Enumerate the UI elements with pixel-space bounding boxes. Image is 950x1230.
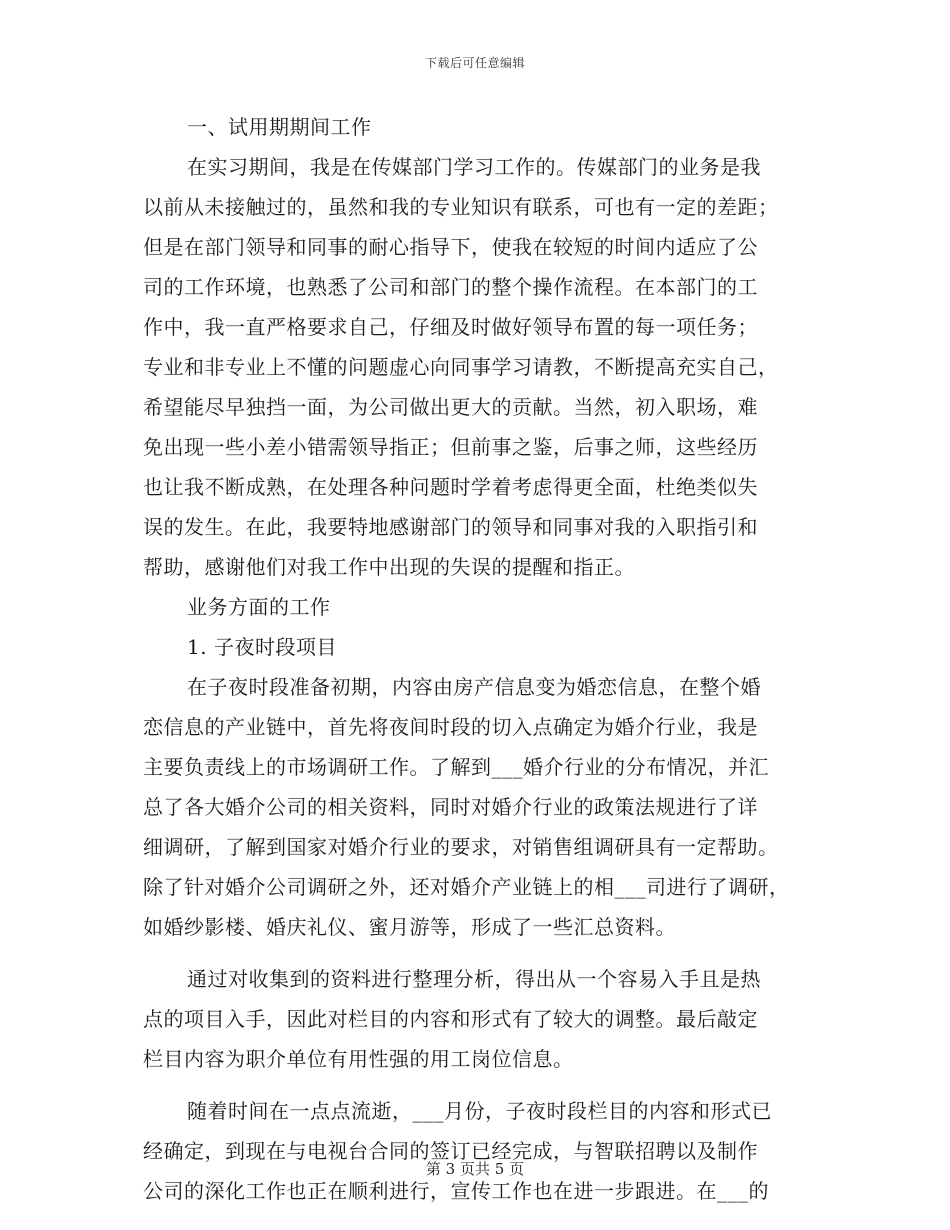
- paragraph-line: 专业和非专业上不懂的问题虚心向同事学习请教，不断提高充实自己，: [143, 355, 779, 379]
- paragraph-line: 主要负责线上的市场调研工作。了解到___婚介行业的分布情况，并汇: [143, 755, 769, 779]
- paragraph-line: 栏目内容为职介单位有用性强的用工岗位信息。: [143, 1047, 574, 1071]
- paragraph-line: 通过对收集到的资料进行整理分析，得出从一个容易入手且是热: [187, 967, 761, 991]
- section-heading: 业务方面的工作: [187, 595, 331, 619]
- paragraph-line: 司的工作环境，也熟悉了公司和部门的整个操作流程。在本部门的工: [143, 275, 758, 299]
- paragraph-line: 免出现一些小差小错需领导指正；但前事之鉴，后事之师，这些经历: [143, 435, 758, 459]
- paragraph-line: 总了各大婚介公司的相关资料，同时对婚介行业的政策法规进行了详: [143, 795, 758, 819]
- paragraph-line: 误的发生。在此，我要特地感谢部门的领导和同事对我的入职指引和: [143, 515, 758, 539]
- paragraph-line: 除了针对婚介公司调研之外，还对婚介产业链上的相___司进行了调研，: [143, 875, 790, 899]
- paragraph-line: 以前从未接触过的，虽然和我的专业知识有联系，可也有一定的差距；: [143, 195, 779, 219]
- paragraph-line: 点的项目入手，因此对栏目的内容和形式有了较大的调整。最后敲定: [143, 1007, 758, 1031]
- subsection-heading: 1. 子夜时段项目: [187, 635, 337, 659]
- page-number: 第 3 页共 5 页: [425, 1160, 525, 1178]
- section-heading: 一、试用期期间工作: [187, 115, 372, 139]
- paragraph-line: 公司的深化工作也正在顺利进行，宣传工作也在进一步跟进。在___的: [143, 1179, 769, 1203]
- paragraph-line: 帮助，感谢他们对我工作中出现的失误的提醒和指正。: [143, 555, 635, 579]
- paragraph-line: 希望能尽早独挡一面，为公司做出更大的贡献。当然，初入职场，难: [143, 395, 758, 419]
- paragraph-line: 在子夜时段准备初期，内容由房产信息变为婚恋信息，在整个婚: [187, 675, 761, 699]
- paragraph-line: 随着时间在一点点流逝，___月份，子夜时段栏目的内容和形式已: [187, 1099, 772, 1123]
- paragraph-line: 在实习期间，我是在传媒部门学习工作的。传媒部门的业务是我: [187, 155, 761, 179]
- page-header: 下载后可任意编辑: [424, 56, 525, 70]
- paragraph-line: 也让我不断成熟，在处理各种问题时学着考虑得更全面，杜绝类似失: [143, 475, 758, 499]
- paragraph-line: 但是在部门领导和同事的耐心指导下，使我在较短的时间内适应了公: [143, 235, 758, 259]
- paragraph-line: 细调研，了解到国家对婚介行业的要求，对销售组调研具有一定帮助。: [143, 835, 779, 859]
- paragraph-line: 恋信息的产业链中，首先将夜间时段的切入点确定为婚介行业，我是: [143, 715, 758, 739]
- paragraph-line: 经确定，到现在与电视台合同的签订已经完成，与智联招聘以及制作: [143, 1139, 758, 1163]
- document-body: [143, 112, 813, 1206]
- paragraph-line: 作中，我一直严格要求自己，仔细及时做好领导布置的每一项任务；: [143, 315, 758, 339]
- paragraph-line: 如婚纱影楼、婚庆礼仪、蜜月游等，形成了一些汇总资料。: [143, 915, 676, 939]
